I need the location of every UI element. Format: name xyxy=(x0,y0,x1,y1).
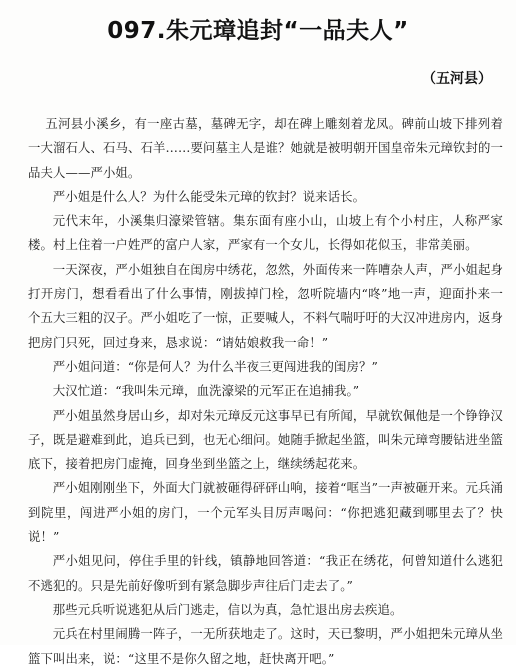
paragraph-9: 严小姐见问，停住手里的针线，镇静地回答道：“我正在绣花，何曾知道什么逃犯不逃犯的。只是先前好像听到有紧急脚步声往后门走去了。” xyxy=(28,553,503,593)
paragraph-7: 严小姐虽然身居山乡，却对朱元璋反元这事早已有所闻，早就钦佩他是一个铮铮汉子，既是避难到此，追兵已到，也无心细问。她随手掀起坐篮，叫朱元璋弯腰钻进坐篮底下，接着把房门虚掩，回身坐到坐篮之上，继续绣起花来。 xyxy=(28,407,503,472)
paragraph-1: 五河县小溪乡，有一座古墓，墓碑无字，却在碑上雕刻着龙凤。碑前山坡下排列着一大溜石人、石马、石羊……要问墓主人是谁？她就是被明朝开国皇帝朱元璋钦封的一品夫人——严小姐。 xyxy=(28,116,503,180)
paragraph-11: 元兵在村里闹腾一阵子，一无所获地走了。这时，天已黎明，严小姐把朱元璋从坐篮下叫出来，说：“这里不是你久留之地，赶快离开吧。” xyxy=(28,626,503,666)
paragraph-3: 元代末年，小溪集归濠梁管辖。集东面有座小山，山坡上有个小村庄，人称严家楼。村上住着一户姓严的富户人家，严家有一个女儿，长得如花似玉，非常美丽。 xyxy=(28,213,503,253)
paragraph-6: 大汉忙道：“我叫朱元璋，血洗濠梁的元军正在追捕我。” xyxy=(52,383,360,399)
paragraph-4: 一天深夜，严小姐独自在闺房中绣花，忽然，外面传来一阵嘈杂人声，严小姐起身打开房门，想看看出了什么事情，刚拔掉门栓，忽听院墙内“咚”地一声，迎面扑来一个五大三粗的汉子。严小姐吃了一惊，正要喊人，不料气喘吁吁的大汉冲进房内，返身把房门只死，回过身来，恳求说：“请姑娘救我一命！” xyxy=(28,261,503,350)
paragraph-10: 那些元兵听说逃犯从后门逃走，信以为真，急忙退出房去疾追。 xyxy=(52,601,403,617)
county-label: （五河县） xyxy=(422,71,492,87)
document-title: 097.朱元璋追封“一品夫人” xyxy=(107,18,409,44)
paragraph-2: 严小姐是什么人？为什么能受朱元璋的钦封？说来话长。 xyxy=(52,188,366,204)
paragraph-5: 严小姐问道：“你是何人？为什么半夜三更闯进我的闺房？” xyxy=(52,358,378,374)
document-body xyxy=(28,112,503,671)
paragraph-8: 严小姐刚刚坐下，外面大门就被砸得砰砰山响，接着“哐当”一声被砸开来。元兵涌到院里，闯进严小姐的房门，一个元军头目厉声喝问：“你把逃犯藏到哪里去了？快说！” xyxy=(28,480,503,545)
